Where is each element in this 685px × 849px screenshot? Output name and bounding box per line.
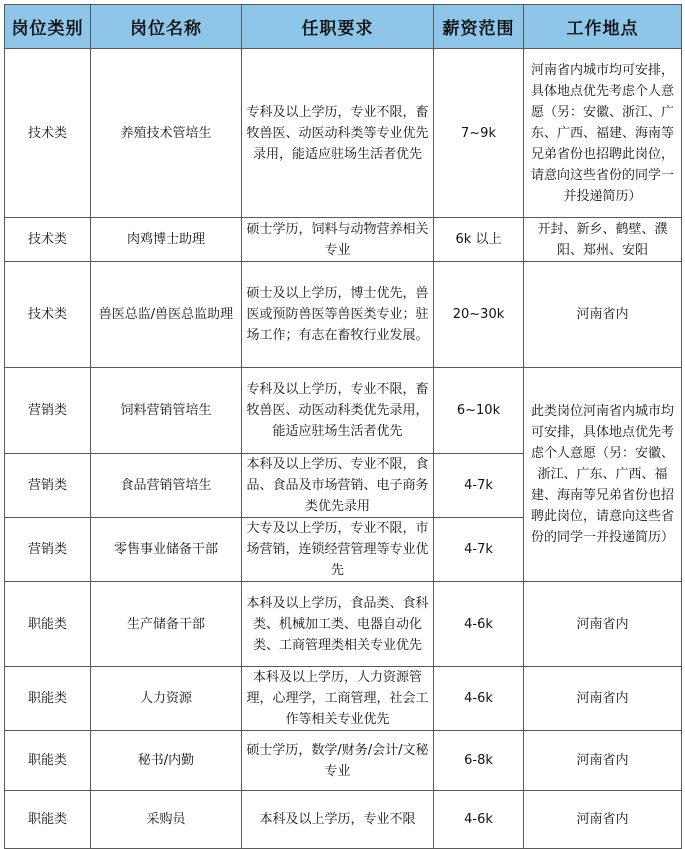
header-name: 岗位名称 xyxy=(91,5,242,49)
row-salary: 4-6k xyxy=(434,667,524,731)
row-category: 技术类 xyxy=(5,262,91,368)
row-location: 河南省内 xyxy=(524,731,682,791)
row-salary: 6~10k xyxy=(434,368,524,454)
row-name: 生产储备干部 xyxy=(91,582,242,667)
row-name: 饲料营销管培生 xyxy=(91,368,242,454)
table-row xyxy=(5,262,682,368)
row-requirement: 专科及以上学历，专业不限，畜牧兽医、动医动科类优先录用，能适应驻场生活者优先 xyxy=(242,368,434,454)
row-name: 养殖技术管培生 xyxy=(91,49,242,218)
row-category: 技术类 xyxy=(5,218,91,262)
row-name: 人力资源 xyxy=(91,667,242,731)
row-location: 开封、新乡、鹤壁、濮阳、郑州、安阳 xyxy=(524,218,682,262)
row-requirement: 硕士学历，数学/财务/会计/文秘专业 xyxy=(242,731,434,791)
row-salary: 6-8k xyxy=(434,731,524,791)
header-salary: 薪资范围 xyxy=(434,5,524,49)
table-row xyxy=(5,582,682,667)
table-row xyxy=(5,49,682,218)
row-location: 河南省内 xyxy=(524,262,682,368)
row-salary: 20~30k xyxy=(434,262,524,368)
header-location: 工作地点 xyxy=(524,5,682,49)
row-requirement: 硕士学历，饲料与动物营养相关专业 xyxy=(242,218,434,262)
row-category: 职能类 xyxy=(5,582,91,667)
row-requirement: 本科及以上学历，专业不限 xyxy=(242,791,434,849)
row-name: 兽医总监/兽医总监助理 xyxy=(91,262,242,368)
row-category: 营销类 xyxy=(5,518,91,582)
row-category: 职能类 xyxy=(5,731,91,791)
row-salary: 7~9k xyxy=(434,49,524,218)
job-table xyxy=(4,4,682,849)
row-location: 河南省内 xyxy=(524,582,682,667)
row-salary: 4-6k xyxy=(434,791,524,849)
row-requirement: 本科及以上学历，人力资源管理，心理学，工商管理，社会工作等相关专业优先 xyxy=(242,667,434,731)
row-salary: 6k 以上 xyxy=(434,218,524,262)
row-requirement: 本科及以上学历，食品类、食科类、机械加工类、电器自动化类、工商管理类相关专业优先 xyxy=(242,582,434,667)
row-requirement: 本科及以上学历、专业不限，食品、食品及市场营销、电子商务类优先录用 xyxy=(242,454,434,518)
row-location: 河南省内 xyxy=(524,667,682,731)
row-requirement: 大专及以上学历，专业不限，市场营销，连锁经营管理等专业优先 xyxy=(242,518,434,582)
row-salary: 4-7k xyxy=(434,454,524,518)
table-row xyxy=(5,791,682,849)
row-salary: 4-6k xyxy=(434,582,524,667)
table-row xyxy=(5,731,682,791)
header-requirement: 任职要求 xyxy=(242,5,434,49)
row-location: 河南省内城市均可安排，具体地点优先考虑个人意愿（另：安徽、浙江、广东、广西、福建、海南等兄弟省份也招聘此岗位，请意向这些省份的同学一并投递简历） xyxy=(524,49,682,218)
row-requirement: 硕士及以上学历，博士优先，兽医或预防兽医等兽医类专业；驻场工作；有志在畜牧行业发展。 xyxy=(242,262,434,368)
row-name: 秘书/内勤 xyxy=(91,731,242,791)
row-name: 食品营销管培生 xyxy=(91,454,242,518)
row-salary: 4-7k xyxy=(434,518,524,582)
row-location: 此类岗位河南省内城市均可安排，具体地点优先考虑个人意愿（另：安徽、浙江、广东、广西、福建、海南等兄弟省份也招聘此岗位，请意向这些省份的同学一并投递简历） xyxy=(524,368,682,582)
row-category: 技术类 xyxy=(5,49,91,218)
table-row xyxy=(5,368,682,454)
row-category: 职能类 xyxy=(5,791,91,849)
row-name: 零售事业储备干部 xyxy=(91,518,242,582)
row-category: 营销类 xyxy=(5,454,91,518)
header-category: 岗位类别 xyxy=(5,5,91,49)
row-name: 采购员 xyxy=(91,791,242,849)
header-row xyxy=(5,5,682,49)
row-requirement: 专科及以上学历，专业不限，畜牧兽医、动医动科类等专业优先录用，能适应驻场生活者优先 xyxy=(242,49,434,218)
row-category: 职能类 xyxy=(5,667,91,731)
row-name: 肉鸡博士助理 xyxy=(91,218,242,262)
table-row xyxy=(5,218,682,262)
row-location: 河南省内 xyxy=(524,791,682,849)
table-row xyxy=(5,667,682,731)
row-category: 营销类 xyxy=(5,368,91,454)
